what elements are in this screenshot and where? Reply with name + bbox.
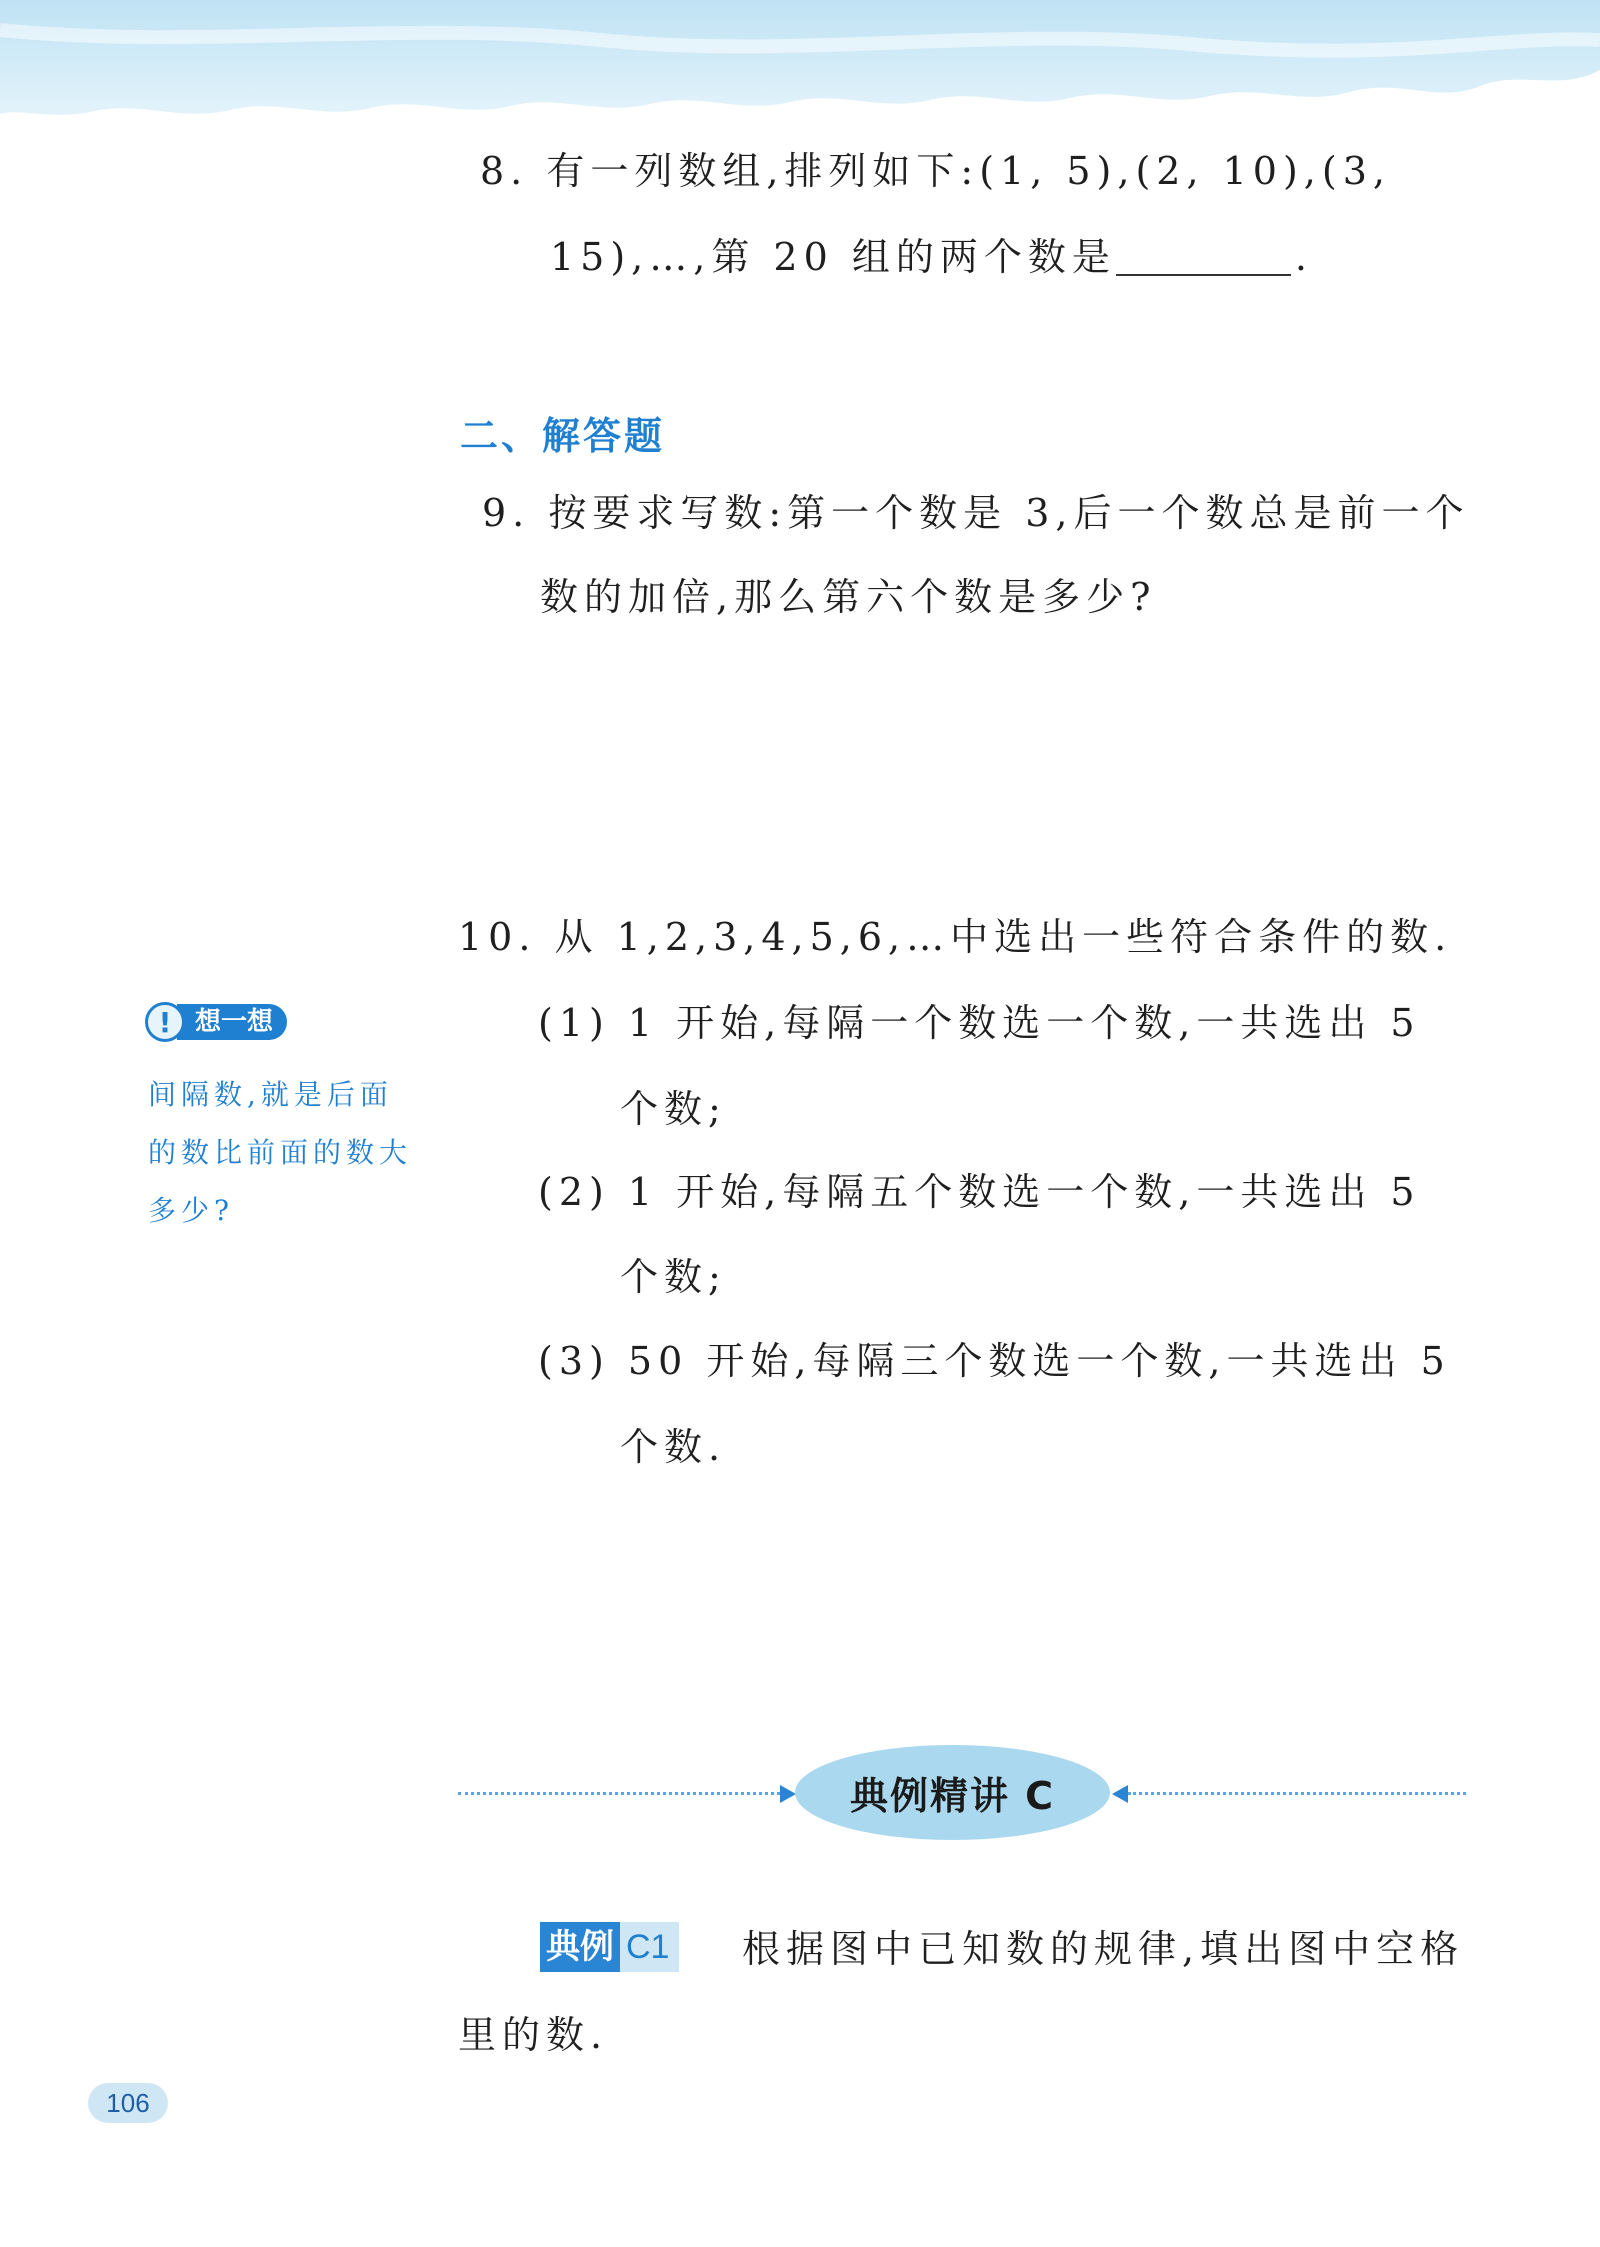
header-sky-band — [0, 0, 1600, 140]
example-tag-code: C1 — [620, 1922, 679, 1972]
question-10-part1-line1: (1) 1 开始,每隔一个数选一个数,一共选出 5 — [538, 1001, 1421, 1045]
dotted-divider-left — [458, 1792, 780, 1795]
answer-blank[interactable] — [1116, 240, 1291, 276]
question-10-part3-line1: (3) 50 开始,每隔三个数选一个数,一共选出 5 — [538, 1339, 1451, 1383]
question-8-line2-text: 15),…,第 20 组的两个数是 — [550, 235, 1116, 279]
question-9-line1: 9. 按要求写数:第一个数是 3,后一个数总是前一个 — [482, 491, 1470, 535]
arrow-left-icon — [1112, 1785, 1128, 1803]
think-badge — [145, 1000, 287, 1044]
example-tag — [540, 1922, 679, 1972]
question-10-part1-line2: 个数; — [620, 1087, 727, 1131]
question-10-part2-line2: 个数; — [620, 1255, 727, 1299]
question-10-part3-line2: 个数. — [620, 1425, 727, 1469]
example-tag-label: 典例 — [540, 1922, 620, 1972]
dotted-divider-right — [1128, 1792, 1466, 1795]
example-section-title: 典例精讲 C — [795, 1745, 1110, 1840]
arrow-right-icon — [780, 1785, 796, 1803]
question-9-line2: 数的加倍,那么第六个数是多少? — [540, 575, 1157, 619]
question-10-part2-line1: (2) 1 开始,每隔五个数选一个数,一共选出 5 — [538, 1170, 1421, 1214]
page-number: 106 — [88, 2083, 168, 2123]
think-badge-label: 想一想 — [177, 1004, 287, 1040]
question-8-line2 — [550, 235, 1313, 279]
example-text-line2: 里的数. — [458, 2013, 609, 2057]
question-10-stem: 10. 从 1,2,3,4,5,6,…中选出一些符合条件的数. — [458, 915, 1453, 959]
question-8-period: . — [1294, 235, 1313, 279]
tip-line-2: 的数比前面的数大 — [148, 1136, 413, 1169]
section-title-answer-questions: 二、解答题 — [460, 414, 666, 458]
example-text-line1: 根据图中已知数的规律,填出图中空格 — [742, 1927, 1465, 1971]
tip-line-1: 间隔数,就是后面 — [148, 1078, 393, 1111]
question-8-line1: 8. 有一列数组,排列如下:(1, 5),(2, 10),(3, — [480, 149, 1391, 193]
tip-line-3: 多少? — [148, 1194, 235, 1227]
exclamation-bubble-icon: ! — [145, 1002, 185, 1042]
